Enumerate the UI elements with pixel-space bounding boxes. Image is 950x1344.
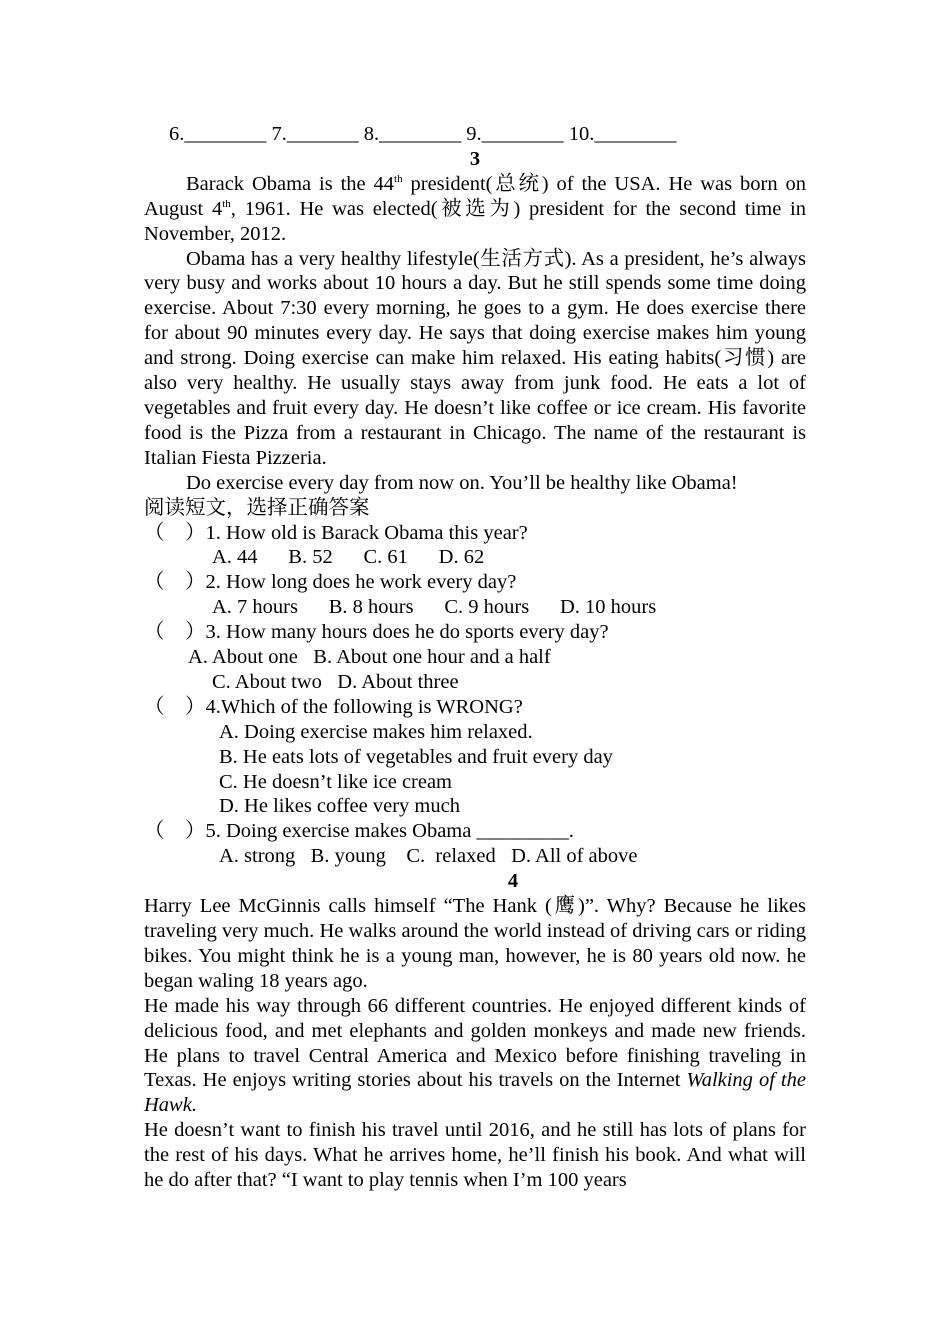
- question-4-option-b: B. He eats lots of vegetables and fruit every day: [219, 745, 613, 768]
- question-3-options-b: C. About two D. About three: [212, 670, 459, 693]
- section-3-number: 3: [469, 147, 481, 170]
- document-page: [144, 122, 806, 1193]
- section-4-paragraph-2: He made his way through 66 different countries. He enjoyed different kinds of delicious food, and met elephants and golden monkeys and made new friends. He plans to travel Central America and Mexico before finishing traveling in Texas. He enjoys writing stories about his travels on the Internet Walking of the Hawk.: [144, 994, 806, 1117]
- question-4-option-d: D. He likes coffee very much: [219, 795, 460, 818]
- instruction: 阅读短文，选择正确答案: [144, 496, 370, 519]
- question-4-option-a: A. Doing exercise makes him relaxed.: [219, 720, 533, 743]
- section-4-paragraph-1: Harry Lee McGinnis calls himself “The Hank (鹰)”. Why? Because he likes traveling very much. He walks around the world instead of driving cars or riding bikes. You might think he is a young man, however, he is 80 years old now. he began waling 18 years ago.: [144, 895, 806, 992]
- answer-blanks: 6.________ 7._______ 8.________ 9.________ 10.________: [169, 123, 677, 145]
- question-3-options-a: A. About one B. About one hour and a half: [188, 646, 551, 669]
- question-4-option-c: C. He doesn’t like ice cream: [219, 770, 453, 793]
- section-3-paragraph-2: Obama has a very healthy lifestyle(生活方式). As a president, he’s always very busy and works about 10 hours a day. But he still spends some time doing exercise. About 7:30 every morning, he goes to a gym. He does exercise there for about 90 minutes every day. He says that doing exercise makes him young and strong. Doing exercise can make him relaxed. His eating habits(习惯) are also very healthy. He usually stays away from junk food. He eats a lot of vegetables and fruit every day. He doesn’t like coffee or ice cream. His favorite food is the Pizza from a restaurant in Chicago. The name of the restaurant is Italian Fiesta Pizzeria.: [144, 247, 806, 469]
- question-2: （ ）2. How long does he work every day?: [144, 571, 517, 594]
- section-3-paragraph-3: Do exercise every day from now on. You’ll be healthy like Obama!: [186, 471, 738, 494]
- question-1-options: A. 44 B. 52 C. 61 D. 62: [212, 546, 485, 569]
- question-2-options: A. 7 hours B. 8 hours C. 9 hours D. 10 hours: [212, 596, 657, 619]
- question-1: （ ）1. How old is Barack Obama this year?: [144, 521, 528, 544]
- section-4-paragraph-3: He doesn’t want to finish his travel until 2016, and he still has lots of plans for the rest of his days. What he arrives home, he’ll finish his book. And what will he do after that? “I want to play tennis when I’m 100 years: [144, 1119, 806, 1192]
- question-5-options: A. strong B. young C. relaxed D. All of above: [219, 845, 638, 868]
- question-3: （ ）3. How many hours does he do sports every day?: [144, 621, 609, 644]
- question-5: （ ）5. Doing exercise makes Obama _________.: [144, 820, 574, 843]
- section-3-paragraph-1: Barack Obama is the 44th president(总统) of the USA. He was born on August 4th, 1961. He was elected(被选为) president for the second time in November, 2012.: [144, 172, 806, 245]
- question-4: （ ）4.Which of the following is WRONG?: [144, 695, 523, 718]
- section-4-number: 4: [507, 870, 519, 893]
